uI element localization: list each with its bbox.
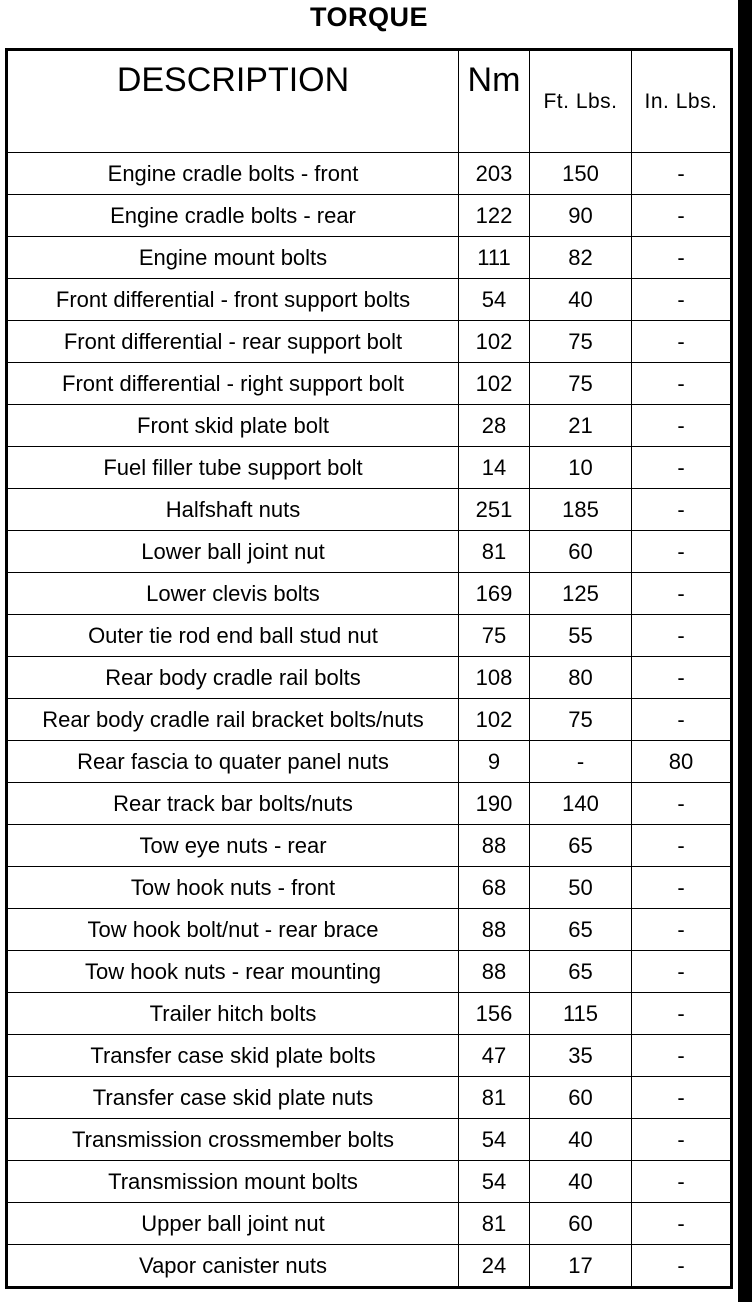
cell-ft-lbs: 185 [530,489,632,531]
cell-in-lbs: - [632,1161,732,1203]
page-title: TORQUE [309,2,428,32]
table-row [7,279,732,321]
cell-ft-lbs: 35 [530,1035,632,1077]
cell-ft-lbs: 40 [530,279,632,321]
cell-in-lbs: - [632,363,732,405]
cell-description: Transfer case skid plate nuts [7,1077,459,1119]
table-row [7,741,732,783]
header-in-lbs: In. Lbs. [632,50,732,153]
table-row [7,447,732,489]
cell-nm: 111 [459,237,530,279]
cell-nm: 156 [459,993,530,1035]
cell-description: Rear track bar bolts/nuts [7,783,459,825]
cell-nm: 88 [459,825,530,867]
cell-nm: 102 [459,363,530,405]
cell-ft-lbs: 40 [530,1161,632,1203]
table-row [7,363,732,405]
cell-description: Front skid plate bolt [7,405,459,447]
cell-ft-lbs: 125 [530,573,632,615]
cell-in-lbs: - [632,783,732,825]
header-ft-lbs: Ft. Lbs. [530,50,632,153]
cell-description: Tow eye nuts - rear [7,825,459,867]
cell-ft-lbs: 40 [530,1119,632,1161]
cell-description: Transmission mount bolts [7,1161,459,1203]
torque-table [5,48,733,1289]
table-row [7,1077,732,1119]
cell-nm: 47 [459,1035,530,1077]
cell-description: Trailer hitch bolts [7,993,459,1035]
table-row [7,699,732,741]
cell-nm: 54 [459,1161,530,1203]
table-row [7,1203,732,1245]
cell-in-lbs: - [632,1245,732,1288]
cell-in-lbs: - [632,489,732,531]
cell-ft-lbs: 75 [530,321,632,363]
cell-in-lbs: - [632,1035,732,1077]
cell-nm: 190 [459,783,530,825]
cell-in-lbs: - [632,321,732,363]
cell-ft-lbs: 60 [530,1203,632,1245]
cell-description: Engine cradle bolts - rear [7,195,459,237]
cell-ft-lbs: 50 [530,867,632,909]
cell-in-lbs: - [632,615,732,657]
table-row [7,1245,732,1288]
header-row [7,50,732,153]
cell-description: Outer tie rod end ball stud nut [7,615,459,657]
header-description: DESCRIPTION [7,50,459,153]
cell-description: Lower clevis bolts [7,573,459,615]
cell-nm: 81 [459,1203,530,1245]
cell-nm: 88 [459,909,530,951]
cell-ft-lbs: 60 [530,1077,632,1119]
cell-in-lbs: - [632,195,732,237]
cell-nm: 54 [459,279,530,321]
cell-ft-lbs: 65 [530,909,632,951]
cell-nm: 88 [459,951,530,993]
table-row [7,531,732,573]
cell-description: Rear fascia to quater panel nuts [7,741,459,783]
cell-nm: 108 [459,657,530,699]
table-row [7,951,732,993]
cell-ft-lbs: 17 [530,1245,632,1288]
cell-nm: 54 [459,1119,530,1161]
cell-description: Rear body cradle rail bolts [7,657,459,699]
cell-in-lbs: - [632,867,732,909]
cell-nm: 9 [459,741,530,783]
cell-nm: 251 [459,489,530,531]
cell-in-lbs: - [632,825,732,867]
cell-description: Front differential - front support bolts [7,279,459,321]
cell-ft-lbs: 65 [530,951,632,993]
cell-description: Rear body cradle rail bracket bolts/nuts [7,699,459,741]
cell-ft-lbs: 82 [530,237,632,279]
table-row [7,825,732,867]
cell-nm: 81 [459,1077,530,1119]
cell-ft-lbs: 60 [530,531,632,573]
cell-ft-lbs: 75 [530,363,632,405]
cell-description: Fuel filler tube support bolt [7,447,459,489]
cell-ft-lbs: 65 [530,825,632,867]
table-row [7,321,732,363]
cell-in-lbs: - [632,279,732,321]
cell-nm: 28 [459,405,530,447]
table-row [7,489,732,531]
cell-nm: 14 [459,447,530,489]
table-row [7,1119,732,1161]
cell-nm: 203 [459,153,530,195]
cell-description: Engine mount bolts [7,237,459,279]
cell-ft-lbs: 140 [530,783,632,825]
cell-nm: 169 [459,573,530,615]
cell-description: Halfshaft nuts [7,489,459,531]
cell-description: Tow hook nuts - front [7,867,459,909]
cell-ft-lbs: 115 [530,993,632,1035]
cell-in-lbs: - [632,909,732,951]
table-row [7,783,732,825]
cell-ft-lbs: 21 [530,405,632,447]
cell-description: Transfer case skid plate bolts [7,1035,459,1077]
cell-ft-lbs: 90 [530,195,632,237]
table-row [7,237,732,279]
cell-description: Vapor canister nuts [7,1245,459,1288]
cell-in-lbs: - [632,1119,732,1161]
table-row [7,909,732,951]
cell-ft-lbs: 80 [530,657,632,699]
cell-ft-lbs: 10 [530,447,632,489]
table-header [7,50,732,153]
cell-in-lbs: - [632,531,732,573]
cell-description: Tow hook bolt/nut - rear brace [7,909,459,951]
table-row [7,405,732,447]
cell-in-lbs: - [632,237,732,279]
table-body [7,153,732,1288]
cell-description: Lower ball joint nut [7,531,459,573]
cell-description: Transmission crossmember bolts [7,1119,459,1161]
table-row [7,1035,732,1077]
cell-nm: 75 [459,615,530,657]
cell-ft-lbs: 55 [530,615,632,657]
cell-description: Tow hook nuts - rear mounting [7,951,459,993]
table-row [7,993,732,1035]
cell-description: Front differential - right support bolt [7,363,459,405]
cell-nm: 81 [459,531,530,573]
cell-in-lbs: - [632,447,732,489]
cell-description: Engine cradle bolts - front [7,153,459,195]
table-row [7,153,732,195]
cell-in-lbs: - [632,1077,732,1119]
cell-in-lbs: - [632,153,732,195]
table-row [7,1161,732,1203]
cell-description: Front differential - rear support bolt [7,321,459,363]
cell-in-lbs: - [632,1203,732,1245]
cell-in-lbs: - [632,951,732,993]
cell-nm: 24 [459,1245,530,1288]
cell-ft-lbs: 150 [530,153,632,195]
cell-nm: 102 [459,699,530,741]
header-nm: Nm [459,50,530,153]
cell-description: Upper ball joint nut [7,1203,459,1245]
cell-in-lbs: - [632,993,732,1035]
table-row [7,573,732,615]
cell-in-lbs: - [632,699,732,741]
cell-nm: 68 [459,867,530,909]
cell-ft-lbs: - [530,741,632,783]
cell-ft-lbs: 75 [530,699,632,741]
cell-nm: 102 [459,321,530,363]
cell-in-lbs: - [632,405,732,447]
cell-in-lbs: 80 [632,741,732,783]
cell-in-lbs: - [632,657,732,699]
table-row [7,195,732,237]
table-row [7,657,732,699]
page-edge-bar [738,0,752,1302]
table-row [7,615,732,657]
table-row [7,867,732,909]
cell-in-lbs: - [632,573,732,615]
cell-nm: 122 [459,195,530,237]
